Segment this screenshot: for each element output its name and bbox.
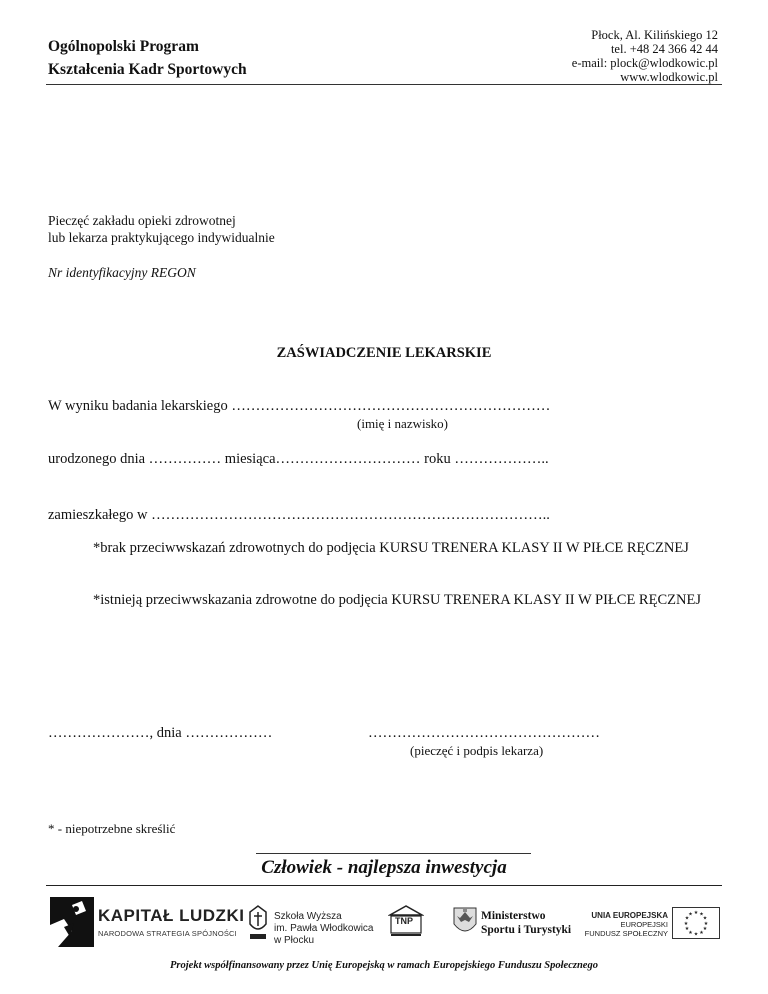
org-name-line1: Ogólnopolski Program — [48, 38, 199, 55]
svg-text:★: ★ — [683, 921, 689, 927]
email: e-mail: plock@wlodkowic.pl — [571, 56, 718, 70]
ministry-name — [481, 909, 571, 937]
svg-text:★: ★ — [684, 926, 690, 932]
org-name-line2: Kształcenia Kadr Sportowych — [48, 61, 247, 78]
regon-label: Nr identyfikacyjny REGON — [48, 265, 196, 280]
stamp-line2: lub lekarza praktykującego indywidualnie — [48, 230, 275, 245]
eu-line2: EUROPEJSKI — [620, 920, 668, 929]
kapital-ludzki-title: KAPITAŁ LUDZKI — [98, 906, 245, 925]
place-date-line: …………………, dnia ……………… — [48, 725, 273, 741]
slogan-overline — [256, 853, 531, 854]
school-line1: Szkoła Wyższa — [274, 911, 342, 922]
svg-text:★: ★ — [688, 930, 693, 936]
footnote: * - niepotrzebne skreślić — [48, 821, 176, 836]
signature-caption: (pieczęć i podpis lekarza) — [410, 743, 544, 758]
option-contraindications: *istnieją przeciwwskazania zdrowotne do podjęcia KURSU TRENERA KLASY II W PIŁCE RĘCZNEJ — [93, 592, 701, 608]
svg-text:★: ★ — [699, 930, 704, 936]
kapital-ludzki-logo-icon — [50, 897, 94, 947]
school-line3: w Płocku — [274, 935, 315, 946]
svg-text:★: ★ — [688, 911, 693, 918]
document-title: ZAŚWIADCZENIE LEKARSKIE — [276, 345, 492, 361]
kapital-ludzki-subtitle: NARODOWA STRATEGIA SPÓJNOŚCI — [98, 929, 237, 938]
org-name — [48, 35, 247, 81]
ministry-line1: Ministerstwo — [481, 910, 546, 922]
ministry-line2: Sportu i Turystyki — [481, 924, 572, 936]
eu-flag-icon — [672, 907, 720, 939]
option-no-contraindications: *brak przeciwwskazań zdrowotnych do podjęcia KURSU TRENERA KLASY II W PIŁCE RĘCZNEJ — [93, 540, 689, 556]
school-crest-icon — [246, 904, 270, 942]
stamp-line1: Pieczęć zakładu opieki zdrowotnej — [48, 213, 236, 228]
eu-label — [584, 911, 668, 938]
svg-text:★: ★ — [702, 926, 708, 932]
birth-line: urodzonego dnia …………… miesiąca………………………… roku ……………….. — [48, 451, 549, 467]
svg-text:★: ★ — [693, 910, 699, 916]
svg-text:★: ★ — [693, 931, 699, 938]
slogan: Człowiek - najlepsza inwestycja — [261, 857, 507, 878]
signature-line: ………………………………………… — [368, 725, 600, 741]
residence-line: zamieszkałego w ……………………………………………………………………….. — [48, 507, 550, 523]
footer-note: Projekt współfinansowany przez Unię Europejską w ramach Europejskiego Funduszu Społecznego — [170, 960, 598, 971]
header-divider — [46, 84, 722, 85]
eu-line3: FUNDUSZ SPOŁECZNY — [584, 929, 668, 938]
eu-line1: UNIA EUROPEJSKA — [591, 911, 668, 920]
school-line2: im. Pawła Włodkowica — [274, 923, 374, 934]
name-caption: (imię i nazwisko) — [357, 416, 448, 431]
website: www.wlodkowic.pl — [620, 70, 718, 84]
svg-text:★: ★ — [684, 915, 690, 922]
svg-text:★: ★ — [699, 911, 704, 918]
stamp-label — [48, 212, 275, 246]
svg-text:★: ★ — [703, 921, 709, 927]
tnp-label: TNP — [395, 916, 413, 926]
contact-block — [572, 28, 718, 84]
footer-divider — [46, 885, 722, 886]
school-name — [274, 911, 373, 947]
phone: tel. +48 24 366 42 44 — [610, 42, 718, 56]
eagle-emblem-icon — [452, 906, 478, 938]
exam-line: W wyniku badania lekarskiego ………………………………………………………… — [48, 398, 551, 414]
svg-text:★: ★ — [702, 915, 708, 922]
address: Płock, Al. Kilińskiego 12 — [591, 28, 718, 42]
